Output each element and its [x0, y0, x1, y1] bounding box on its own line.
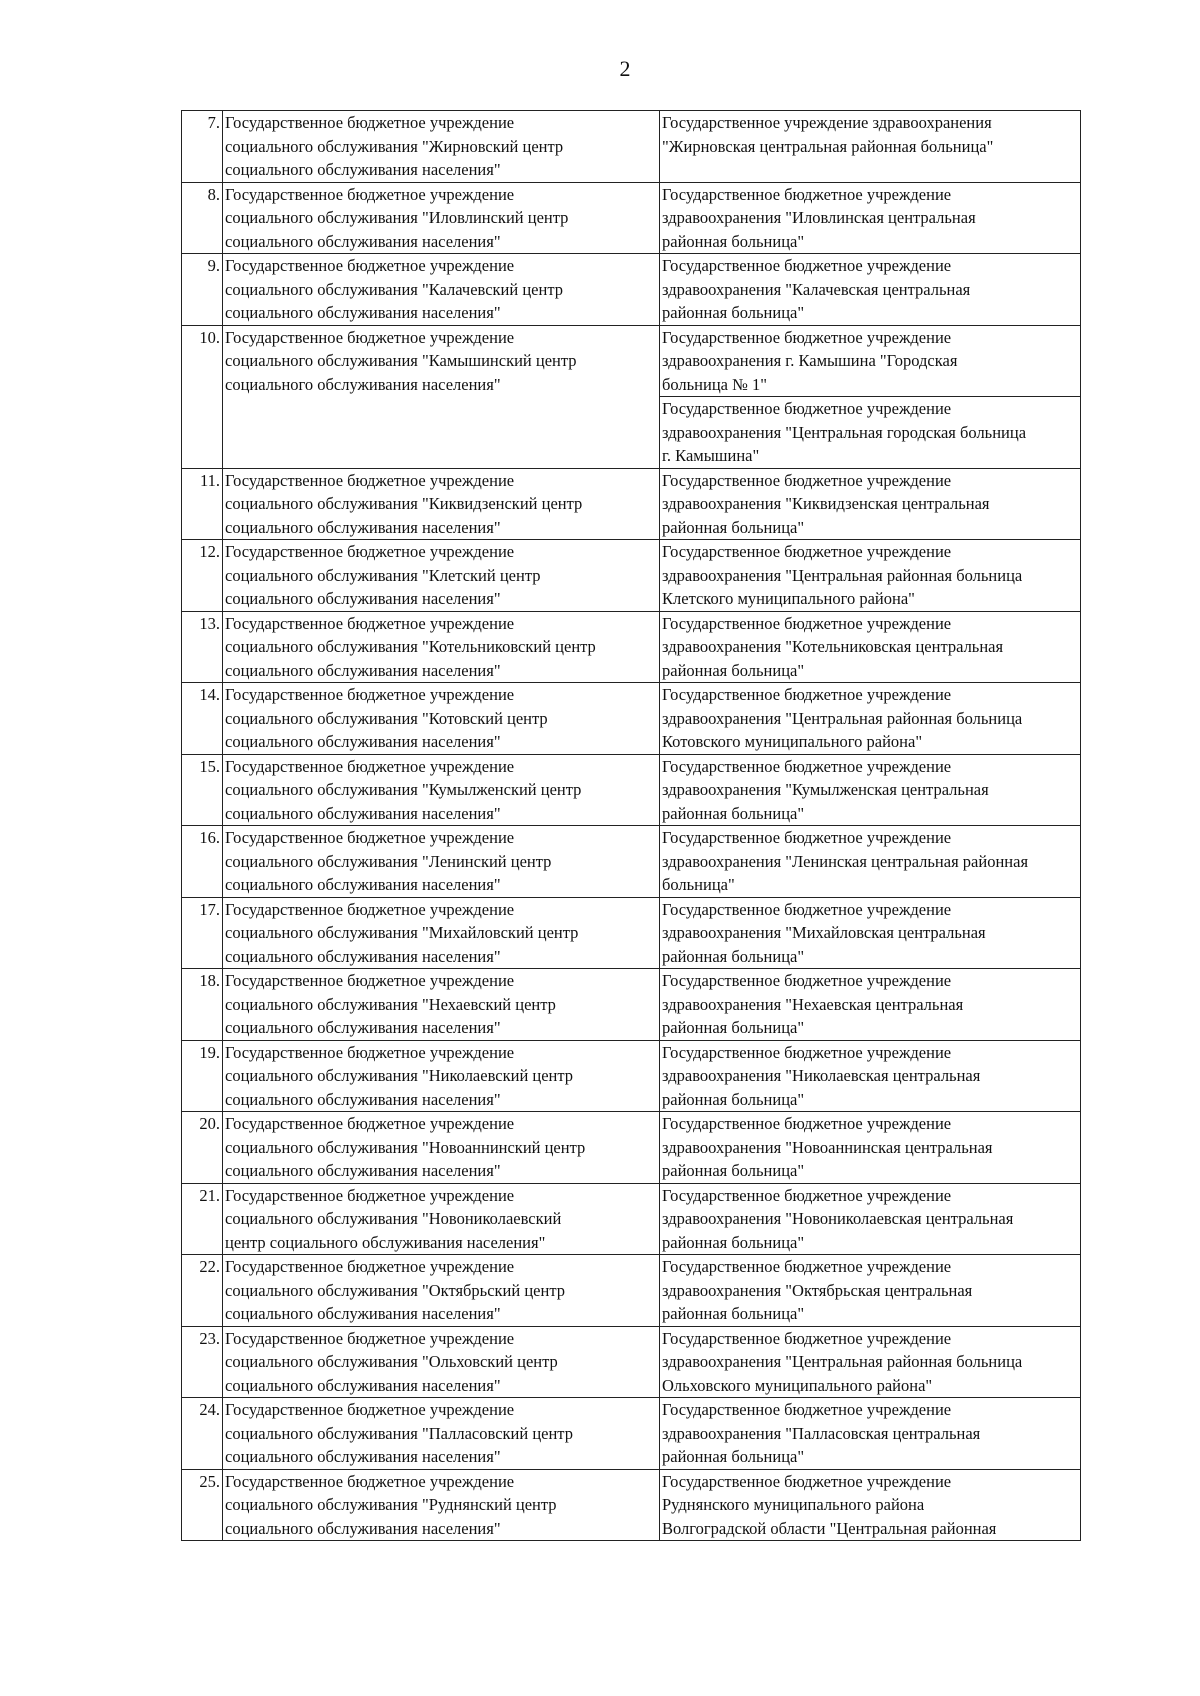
table-row [182, 1326, 1081, 1398]
cell-text-line: социального обслуживания населения" [225, 875, 501, 894]
row-number: 17. [182, 897, 223, 969]
cell-text-line: районная больница" [662, 1089, 805, 1109]
social-service-center-cell [223, 182, 660, 254]
cell-text-line: социального обслуживания населения" [225, 946, 501, 966]
table-row [182, 611, 1081, 683]
cell-text-line: социального обслуживания "Калачевский центр [225, 279, 563, 299]
table-row [182, 1183, 1081, 1255]
cell-text-line: здравоохранения "Центральная районная больница [662, 1352, 1023, 1371]
social-service-center-cell [223, 468, 660, 540]
social-service-center-cell [223, 683, 660, 755]
cell-text-line: Государственное бюджетное учреждение [225, 971, 515, 990]
hospital-cell [660, 1398, 1081, 1470]
row-number: 8. [182, 182, 223, 254]
row-number: 11. [182, 468, 223, 540]
cell-text-line: районная больница" [662, 1447, 805, 1466]
cell-text-line: Котовского муниципального района" [662, 732, 923, 751]
cell-text-line: Государственное бюджетное учреждение [225, 327, 515, 347]
cell-text-line: районная больница" [662, 1232, 805, 1252]
table-row [182, 897, 1081, 969]
cell-text-line: здравоохранения "Центральная районная больница [662, 565, 1023, 585]
cell-text-line: социального обслуживания "Ольховский центр [225, 1352, 558, 1371]
social-service-center-cell [223, 325, 660, 468]
cell-text-line: Государственное бюджетное учреждение [225, 470, 515, 490]
cell-text-line: здравоохранения "Михайловская центральная [662, 923, 986, 942]
cell-text-line: Государственное бюджетное учреждение [225, 828, 515, 847]
social-service-center-cell [223, 540, 660, 612]
cell-text-line: социального обслуживания населения" [225, 1375, 501, 1395]
cell-text-line: Государственное учреждение здравоохранения [662, 113, 992, 132]
cell-text-line: Государственное бюджетное учреждение [225, 1257, 515, 1276]
cell-text-line: здравоохранения "Ленинская центральная районная [662, 851, 1029, 871]
row-number: 22. [182, 1255, 223, 1327]
cell-text-line: социального обслуживания "Киквидзенский центр [225, 494, 583, 513]
row-number: 19. [182, 1040, 223, 1112]
cell-text-line: здравоохранения "Новоаннинская центральная [662, 1137, 993, 1157]
cell-text-line: Государственное бюджетное учреждение [225, 613, 515, 633]
cell-text-line: больница № 1" [662, 374, 767, 394]
cell-text-line: районная больница" [662, 1018, 805, 1037]
row-number: 18. [182, 969, 223, 1041]
cell-text-line: здравоохранения "Октябрьская центральная [662, 1280, 973, 1300]
row-number: 16. [182, 826, 223, 898]
cell-text-line: районная больница" [662, 231, 805, 251]
cell-text-line: здравоохранения "Нехаевская центральная [662, 994, 964, 1014]
table-row [182, 826, 1081, 898]
cell-text-line: социального обслуживания "Михайловский центр [225, 923, 579, 942]
hospital-cell [660, 826, 1081, 898]
cell-text-line: Клетского муниципального района" [662, 589, 915, 608]
cell-text-line: Государственное бюджетное учреждение [225, 756, 515, 776]
row-number: 13. [182, 611, 223, 683]
cell-text-line: социального обслуживания населения" [225, 1447, 501, 1466]
table-row [182, 1398, 1081, 1470]
table-row [182, 254, 1081, 326]
cell-text-line: Государственное бюджетное учреждение [662, 1185, 952, 1205]
hospital-cell [660, 1469, 1081, 1541]
social-service-center-cell [223, 254, 660, 326]
row-number: 23. [182, 1326, 223, 1398]
cell-text-line: Государственное бюджетное учреждение [662, 828, 952, 847]
cell-text-line: социального обслуживания "Ленинский центр [225, 851, 552, 871]
cell-text-line: районная больница" [662, 1161, 805, 1180]
row-number: 24. [182, 1398, 223, 1470]
page-number: 2 [619, 56, 631, 81]
cell-text-line: здравоохранения "Палласовская центральная [662, 1423, 981, 1443]
social-service-center-cell [223, 1112, 660, 1184]
cell-text-line: здравоохранения "Киквидзенская центральная [662, 494, 990, 513]
cell-text-line: Государственное бюджетное учреждение [662, 685, 952, 704]
social-service-center-cell [223, 1183, 660, 1255]
row-number: 7. [182, 111, 223, 183]
cell-text-line: социального обслуживания населения" [225, 517, 501, 537]
cell-text-line: Государственное бюджетное учреждение [225, 899, 515, 919]
cell-text-line: Государственное бюджетное учреждение [662, 1257, 952, 1276]
cell-text-line: социального обслуживания "Нехаевский центр [225, 994, 556, 1014]
table-row [182, 754, 1081, 826]
social-service-center-cell [223, 111, 660, 183]
social-service-center-cell [223, 826, 660, 898]
cell-text-line: Государственное бюджетное учреждение [662, 1471, 952, 1491]
cell-text-line: здравоохранения "Калачевская центральная [662, 279, 971, 299]
cell-text-line: социального обслуживания "Октябрьский центр [225, 1280, 565, 1300]
table-row [182, 325, 1081, 397]
hospital-cell [660, 1112, 1081, 1184]
table-row [182, 1255, 1081, 1327]
hospital-cell [660, 1255, 1081, 1327]
hospital-cell [660, 611, 1081, 683]
table-row [182, 468, 1081, 540]
cell-text-line: г. Камышина" [662, 446, 760, 465]
cell-text-line: "Жирновская центральная районная больница" [662, 136, 994, 156]
hospital-cell [660, 754, 1081, 826]
cell-text-line: социального обслуживания населения" [225, 803, 501, 823]
institutions-table [181, 110, 1081, 1541]
cell-text-line: социального обслуживания населения" [225, 589, 501, 608]
cell-text-line: Волгоградской области "Центральная районная [662, 1518, 997, 1538]
cell-text-line: Государственное бюджетное учреждение [662, 613, 952, 633]
social-service-center-cell [223, 754, 660, 826]
social-service-center-cell [223, 897, 660, 969]
social-service-center-cell [223, 1255, 660, 1327]
row-number: 14. [182, 683, 223, 755]
cell-text-line: Государственное бюджетное учреждение [225, 685, 515, 704]
cell-text-line: Ольховского муниципального района" [662, 1375, 933, 1395]
cell-text-line: Государственное бюджетное учреждение [225, 1042, 515, 1062]
cell-text-line: здравоохранения "Кумылженская центральная [662, 780, 989, 799]
row-number: 9. [182, 254, 223, 326]
cell-text-line: Государственное бюджетное учреждение [662, 542, 952, 561]
row-number: 15. [182, 754, 223, 826]
cell-text-line: Государственное бюджетное учреждение [225, 1400, 515, 1419]
cell-text-line: Государственное бюджетное учреждение [662, 1328, 952, 1348]
cell-text-line: Государственное бюджетное учреждение [662, 470, 952, 490]
cell-text-line: социального обслуживания "Николаевский центр [225, 1066, 574, 1085]
cell-text-line: районная больница" [662, 1304, 805, 1323]
row-number: 21. [182, 1183, 223, 1255]
cell-text-line: социального обслуживания "Котовский центр [225, 708, 548, 728]
cell-text-line: здравоохранения "Центральная городская больница [662, 422, 1027, 442]
cell-text-line: Государственное бюджетное учреждение [225, 113, 515, 132]
cell-text-line: Государственное бюджетное учреждение [662, 327, 952, 347]
cell-text-line: социального обслуживания населения" [225, 1518, 501, 1538]
cell-text-line: социального обслуживания населения" [225, 160, 501, 179]
hospital-cell [660, 969, 1081, 1041]
cell-text-line: социального обслуживания "Руднянский центр [225, 1495, 557, 1514]
social-service-center-cell [223, 611, 660, 683]
table-row [182, 111, 1081, 183]
table-body [182, 111, 1081, 1541]
cell-text-line: социального обслуживания населения" [225, 303, 501, 322]
cell-text-line: Государственное бюджетное учреждение [662, 184, 952, 204]
cell-text-line: больница" [662, 875, 735, 894]
cell-text-line: Государственное бюджетное учреждение [225, 1328, 515, 1348]
hospital-cell [660, 1183, 1081, 1255]
cell-text-line: социального обслуживания населения" [225, 231, 501, 251]
cell-text-line: центр социального обслуживания населения" [225, 1232, 546, 1252]
cell-text-line: социального обслуживания населения" [225, 1089, 501, 1109]
cell-text-line: Государственное бюджетное учреждение [662, 1042, 952, 1062]
cell-text-line: Государственное бюджетное учреждение [225, 1114, 515, 1133]
hospital-cell [660, 182, 1081, 254]
cell-text-line: Государственное бюджетное учреждение [662, 756, 952, 776]
cell-text-line: районная больница" [662, 303, 805, 322]
hospital-cell [660, 897, 1081, 969]
cell-text-line: социального обслуживания населения" [225, 1018, 501, 1037]
cell-text-line: районная больница" [662, 517, 805, 537]
cell-text-line: здравоохранения г. Камышина "Городская [662, 351, 958, 370]
hospital-cell [660, 325, 1081, 397]
cell-text-line: социального обслуживания "Клетский центр [225, 565, 541, 585]
hospital-cell [660, 1326, 1081, 1398]
cell-text-line: районная больница" [662, 660, 805, 680]
cell-text-line: здравоохранения "Новониколаевская центральная [662, 1209, 1014, 1228]
row-number: 12. [182, 540, 223, 612]
cell-text-line: социального обслуживания "Новониколаевский [225, 1209, 562, 1228]
row-number: 20. [182, 1112, 223, 1184]
hospital-cell [660, 1040, 1081, 1112]
cell-text-line: здравоохранения "Центральная районная больница [662, 708, 1023, 728]
social-service-center-cell [223, 1469, 660, 1541]
cell-text-line: Государственное бюджетное учреждение [225, 1185, 515, 1205]
cell-text-line: социального обслуживания населения" [225, 660, 501, 680]
cell-text-line: социального обслуживания "Иловлинский центр [225, 208, 569, 227]
table-row [182, 1040, 1081, 1112]
table-row [182, 540, 1081, 612]
table-row [182, 1112, 1081, 1184]
social-service-center-cell [223, 1326, 660, 1398]
table-row [182, 683, 1081, 755]
cell-text-line: Государственное бюджетное учреждение [662, 256, 952, 275]
cell-text-line: Государственное бюджетное учреждение [662, 899, 952, 919]
cell-text-line: районная больница" [662, 946, 805, 966]
cell-text-line: Государственное бюджетное учреждение [662, 1114, 952, 1133]
cell-text-line: социального обслуживания населения" [225, 1304, 501, 1323]
cell-text-line: здравоохранения "Иловлинская центральная [662, 208, 976, 227]
table-row [182, 1469, 1081, 1541]
cell-text-line: районная больница" [662, 803, 805, 823]
cell-text-line: Государственное бюджетное учреждение [662, 971, 952, 990]
cell-text-line: Государственное бюджетное учреждение [662, 399, 952, 418]
row-number: 25. [182, 1469, 223, 1541]
cell-text-line: Государственное бюджетное учреждение [225, 256, 515, 275]
hospital-cell [660, 468, 1081, 540]
social-service-center-cell [223, 1040, 660, 1112]
hospital-cell [660, 111, 1081, 183]
table-row [182, 969, 1081, 1041]
social-service-center-cell [223, 1398, 660, 1470]
cell-text-line: социального обслуживания "Жирновский центр [225, 136, 564, 156]
cell-text-line: здравоохранения "Котельниковская центральная [662, 637, 1004, 656]
table-row [182, 182, 1081, 254]
cell-text-line: социального обслуживания "Палласовский центр [225, 1423, 573, 1443]
hospital-cell [660, 397, 1081, 469]
cell-text-line: социального обслуживания населения" [225, 1161, 501, 1180]
cell-text-line: Государственное бюджетное учреждение [225, 1471, 515, 1491]
cell-text-line: социального обслуживания "Кумылженский центр [225, 780, 582, 799]
cell-text-line: здравоохранения "Николаевская центральная [662, 1066, 981, 1085]
social-service-center-cell [223, 969, 660, 1041]
cell-text-line: социального обслуживания населения" [225, 732, 501, 751]
hospital-cell [660, 540, 1081, 612]
cell-text-line: социального обслуживания "Котельниковский центр [225, 637, 596, 656]
hospital-cell [660, 683, 1081, 755]
cell-text-line: Государственное бюджетное учреждение [225, 184, 515, 204]
cell-text-line: социального обслуживания "Новоаннинский центр [225, 1137, 586, 1157]
cell-text-line: социального обслуживания населения" [225, 374, 501, 394]
cell-text-line: Государственное бюджетное учреждение [225, 542, 515, 561]
hospital-cell [660, 254, 1081, 326]
cell-text-line: Государственное бюджетное учреждение [662, 1400, 952, 1419]
cell-text-line: социального обслуживания "Камышинский центр [225, 351, 577, 370]
row-number: 10. [182, 325, 223, 468]
cell-text-line: Руднянского муниципального района [662, 1495, 925, 1514]
